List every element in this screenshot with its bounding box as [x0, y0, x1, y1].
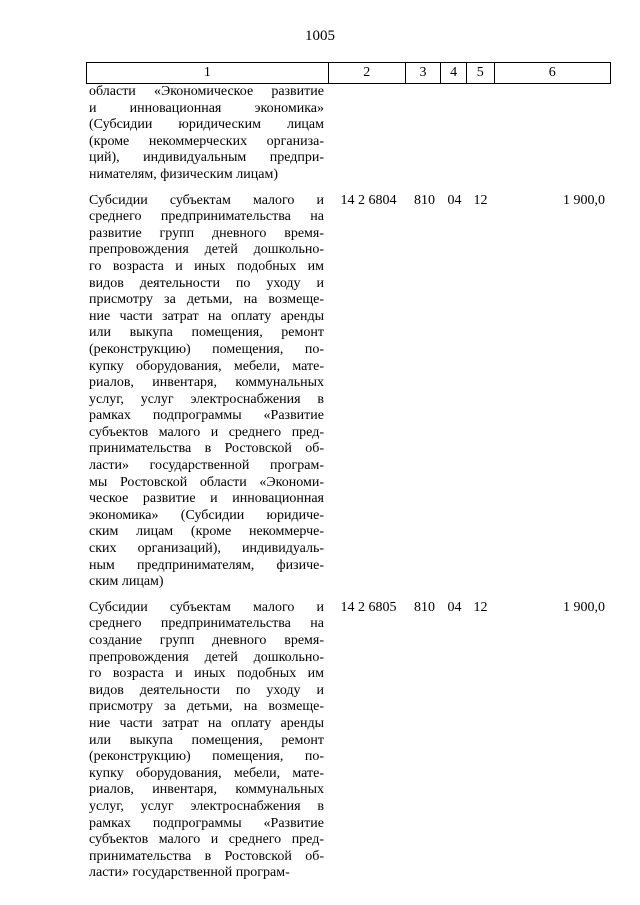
description-line: нимателям, физическим лицам): [89, 166, 278, 182]
description-line: присмотру за детьми, на возмеще-: [89, 292, 324, 308]
description-line: присмотру за детьми, на возмеще-: [89, 699, 324, 715]
header-col-6: 6: [494, 63, 610, 83]
description-line: субъектов малого и среднего пред-: [89, 832, 324, 848]
description-line: или выкупа помещения, ремонт: [89, 325, 324, 341]
row-vr: 810: [414, 599, 435, 615]
description-line: риалов, инвентаря, коммунальных: [89, 375, 324, 391]
description-line: видов деятельности по уходу и: [89, 275, 324, 291]
description-line: ласти» государственной програм-: [89, 458, 324, 474]
header-col-1: 1: [203, 65, 211, 80]
description-line: области «Экономическое развитие: [89, 84, 324, 99]
description-line: купку оборудования, мебели, мате-: [89, 765, 324, 781]
table-header: [86, 62, 611, 84]
row-pr: [467, 84, 494, 184]
row-vr: 810: [414, 192, 435, 208]
row-description: [86, 193, 330, 591]
description-line: препровождения детей дошкольно-: [89, 649, 324, 665]
description-line: ласти» государственной програм-: [89, 865, 290, 881]
row-code: 14 2 6805: [340, 599, 397, 615]
description-line: рамках подпрограммы «Развитие: [89, 815, 324, 831]
description-line: препровождения детей дошкольно-: [89, 242, 324, 258]
page-number: 1005: [305, 28, 335, 44]
row-description: [86, 600, 330, 882]
table-row: [86, 84, 611, 184]
description-line: ским лицам (кроме некоммерче-: [89, 524, 324, 540]
row-rz: [442, 84, 467, 184]
row-amount: 1 900,0: [563, 192, 605, 208]
description-line: и инновационная экономика»: [89, 100, 324, 116]
row-amount: [494, 84, 611, 184]
description-line: видов деятельности по уходу и: [89, 682, 324, 698]
description-line: среднего предпринимательства на: [89, 209, 324, 225]
description-line: экономика» (Субсидии юридиче-: [89, 507, 324, 523]
row-description: [86, 84, 330, 184]
header-col-3: 3: [405, 63, 441, 83]
description-line: услуг, услуг электроснабжения в: [89, 798, 324, 814]
row-rz: 04: [447, 599, 462, 615]
description-line: Субсидии субъектам малого и: [89, 599, 324, 615]
description-line: среднего предпринимательства на: [89, 616, 324, 632]
description-line: (реконструкцию) помещения, по-: [89, 749, 324, 765]
description-line: ций), индивидуальным предпри-: [89, 150, 324, 166]
row-code: [330, 84, 407, 184]
description-line: развитие групп дневного время-: [89, 225, 324, 241]
header-col-5: 5: [466, 63, 494, 83]
description-line: принимательства в Ростовской об-: [89, 848, 324, 864]
description-line: риалов, инвентаря, коммунальных: [89, 782, 324, 798]
row-pr: 12: [473, 192, 488, 208]
description-line: го возраста и иных подобных им: [89, 258, 324, 274]
row-vr: [407, 84, 442, 184]
description-line: (Субсидии юридическим лицам: [89, 117, 324, 133]
description-line: Субсидии субъектам малого и: [89, 192, 324, 208]
description-line: ческое развитие и инновационная: [89, 491, 324, 507]
description-line: ным предпринимателям, физиче-: [89, 557, 324, 573]
description-line: субъектов малого и среднего пред-: [89, 424, 324, 440]
description-line: или выкупа помещения, ремонт: [89, 732, 324, 748]
description-line: го возраста и иных подобных им: [89, 666, 324, 682]
description-line: создание групп дневного время-: [89, 633, 324, 648]
row-rz: 04: [447, 192, 462, 208]
description-line: ние части затрат на оплату аренды: [89, 308, 324, 324]
description-line: купку оборудования, мебели, мате-: [89, 358, 324, 374]
description-line: (кроме некоммерческих организа-: [89, 133, 324, 149]
description-line: ских организаций), индивидуаль-: [89, 541, 324, 557]
row-code: 14 2 6804: [340, 192, 397, 208]
description-line: принимательства в Ростовской об-: [89, 441, 324, 457]
table-row: [86, 193, 611, 591]
budget-table: [86, 62, 611, 891]
table-body: [86, 84, 611, 882]
description-line: услуг, услуг электроснабжения в: [89, 391, 324, 407]
description-line: рамках подпрограммы «Развитие: [89, 408, 324, 424]
row-pr: 12: [473, 599, 488, 615]
row-amount: 1 900,0: [563, 599, 605, 615]
description-line: ние части затрат на оплату аренды: [89, 715, 324, 731]
description-line: мы Ростовской области «Экономи-: [89, 474, 324, 490]
header-col-4: 4: [440, 63, 466, 83]
description-line: ским лицам): [89, 574, 164, 590]
table-row: [86, 600, 611, 882]
header-col-2: 2: [328, 63, 405, 83]
description-line: (реконструкцию) помещения, по-: [89, 341, 324, 357]
